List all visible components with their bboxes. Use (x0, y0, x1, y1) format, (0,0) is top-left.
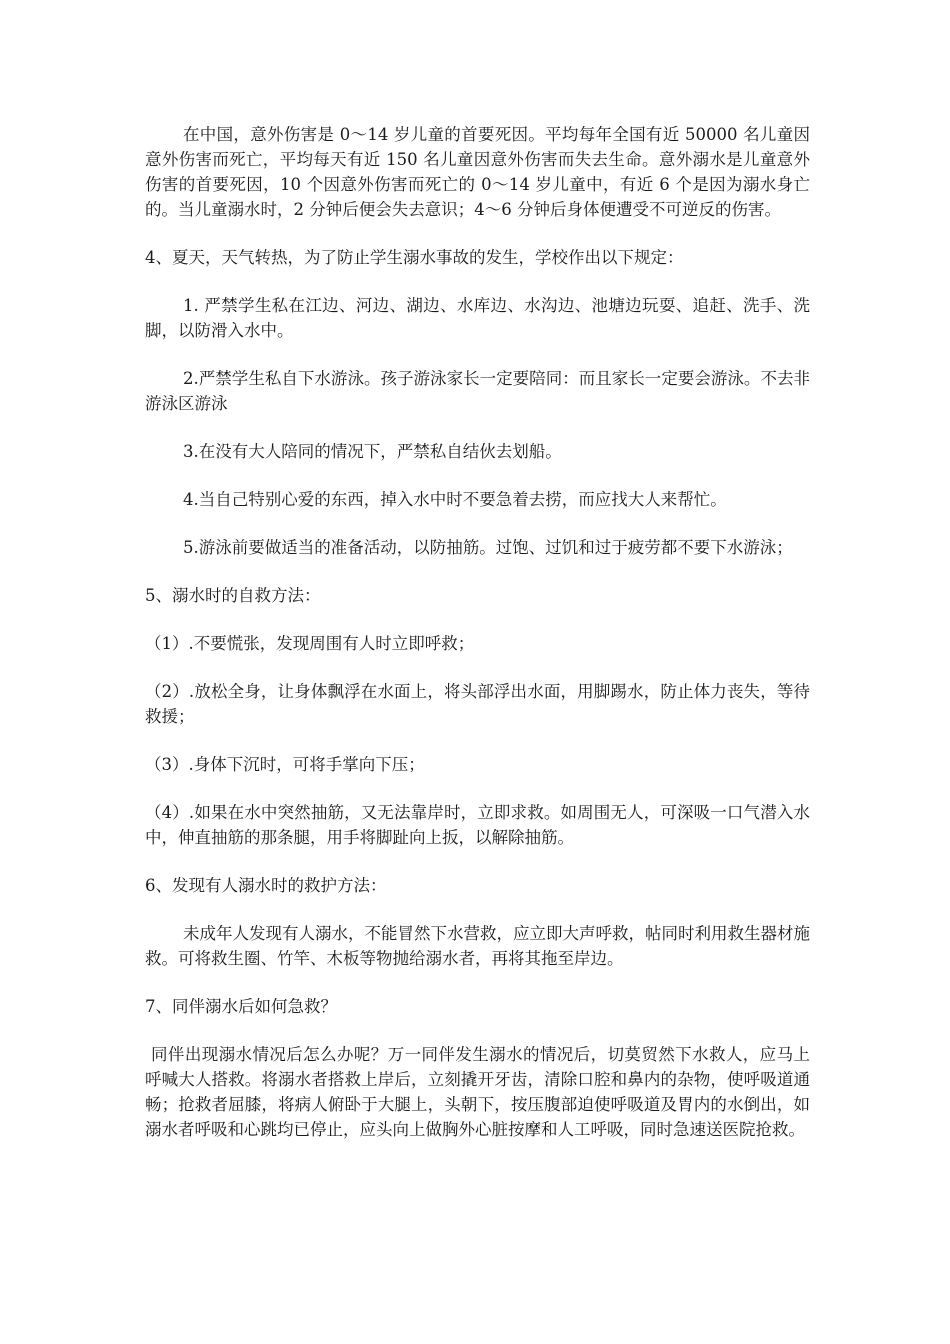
section-heading-first-aid: 7、同伴溺水后如何急救？ (145, 997, 337, 1016)
self-rescue-item-3: （3）.身体下沉时，可将手掌向下压； (145, 755, 425, 774)
self-rescue-item-2: （2）.放松全身，让身体飘浮在水面上，将头部浮出水面，用脚踢水，防止体力丧失，等待救援； (145, 682, 810, 726)
rule-item-4: 4.当自己特别心爱的东西，掉入水中时不要急着去捞，而应找大人来帮忙。 (183, 490, 727, 509)
section-heading-rescue-others: 6、发现有人溺水时的救护方法： (145, 876, 387, 895)
section-heading-summer-rules: 4、夏天，天气转热，为了防止学生溺水事故的发生，学校作出以下规定： (145, 248, 684, 267)
rescue-others-paragraph: 未成年人发现有人溺水，不能冒然下水营救，应立即大声呼救，帖同时利用救生器材施救。可将救生圈、竹竿、木板等物抛给溺水者，再将其拖至岸边。 (145, 924, 810, 968)
intro-paragraph: 在中国，意外伤害是 0～14 岁儿童的首要死因。平均每年全国有近 50000 名儿童因意外伤害而死亡，平均每天有近 150 名儿童因意外伤害而失去生命。意外溺水是儿童意外伤害的首要死因，10 个因意外伤害而死亡的 0～14 岁儿童中，有近 6 个是因为溺水身亡的。当儿童溺水时，2 分钟后便会失去意识；4～6 分钟后身体便遭受不可逆反的伤害。 (145, 125, 810, 219)
rule-item-3: 3.在没有大人陪同的情况下，严禁私自结伙去划船。 (183, 442, 562, 461)
rule-item-1: 1. 严禁学生私在江边、河边、湖边、水库边、水沟边、池塘边玩耍、追赶、洗手、洗脚，以防滑入水中。 (145, 296, 810, 340)
rule-item-2: 2.严禁学生私自下水游泳。孩子游泳家长一定要陪同：而且家长一定要会游泳。不去非游泳区游泳 (145, 369, 810, 413)
document-body (145, 122, 810, 1165)
first-aid-paragraph: 同伴出现溺水情况后怎么办呢？万一同伴发生溺水的情况后，切莫贸然下水救人，应马上呼喊大人搭救。将溺水者搭救上岸后，立刻撬开牙齿，清除口腔和鼻内的杂物，使呼吸道通畅；抢救者屈膝，将病人俯卧于大腿上，头朝下，按压腹部迫使呼吸道及胃内的水倒出，如溺水者呼吸和心跳均已停止，应头向上做胸外心脏按摩和人工呼吸，同时急速送医院抢救。 (145, 1045, 810, 1139)
section-heading-self-rescue: 5、溺水时的自救方法： (145, 586, 321, 605)
rule-item-5: 5.游泳前要做适当的准备活动，以防抽筋。过饱、过饥和过于疲劳都不要下水游泳； (183, 538, 793, 557)
self-rescue-item-1: （1）.不要慌张，发现周围有人时立即呼救； (145, 634, 475, 653)
self-rescue-item-4: （4）.如果在水中突然抽筋，又无法靠岸时，立即求救。如周围无人，可深吸一口气潜入水中，伸直抽筋的那条腿，用手将脚趾向上扳，以解除抽筋。 (145, 803, 810, 847)
